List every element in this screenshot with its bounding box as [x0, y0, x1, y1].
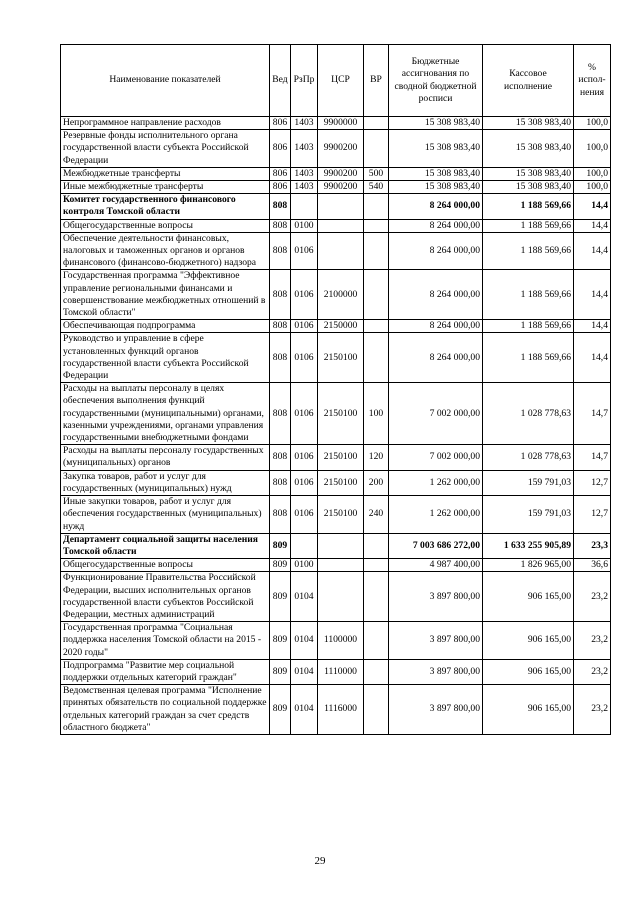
row-rzpr-cell: 1403 [291, 167, 318, 180]
row-cash-execution-cell: 1 188 569,66 [483, 270, 574, 320]
row-vr-cell [364, 572, 389, 622]
budget-table [60, 44, 611, 735]
row-assignments-cell: 8 264 000,00 [389, 320, 483, 333]
row-ved-cell: 809 [270, 685, 291, 735]
header-assignments: Бюджетные ассигнования по сводной бюджетной росписи [389, 45, 483, 117]
row-cash-execution-cell: 1 188 569,66 [483, 232, 574, 270]
row-name-cell: Иные межбюджетные трансферты [61, 181, 270, 194]
row-rzpr-cell [291, 533, 318, 558]
row-vr-cell: 100 [364, 383, 389, 445]
page-number: 29 [314, 855, 326, 867]
row-cash-execution-cell: 1 188 569,66 [483, 320, 574, 333]
row-name-cell: Межбюджетные трансферты [61, 167, 270, 180]
row-assignments-cell: 1 262 000,00 [389, 470, 483, 495]
row-ved-cell: 808 [270, 320, 291, 333]
row-vr-cell [364, 117, 389, 130]
row-cash-execution-cell: 15 308 983,40 [483, 130, 574, 168]
header-percent: % испол-нения [574, 45, 611, 117]
row-assignments-cell: 3 897 800,00 [389, 659, 483, 684]
row-rzpr-cell: 1403 [291, 117, 318, 130]
row-assignments-cell: 7 002 000,00 [389, 383, 483, 445]
row-ved-cell: 808 [270, 333, 291, 383]
row-vr-cell [364, 232, 389, 270]
row-csr-cell: 2150100 [318, 496, 364, 534]
row-cash-execution-cell: 159 791,03 [483, 470, 574, 495]
row-assignments-cell: 8 264 000,00 [389, 333, 483, 383]
row-percent-cell: 100,0 [574, 117, 611, 130]
row-name-cell: Расходы на выплаты персоналу государственных (муниципальных) органов [61, 445, 270, 470]
row-rzpr-cell: 0100 [291, 219, 318, 232]
row-name-cell: Обеспечение деятельности финансовых, налоговых и таможенных органов и органов финансового (финансово-бюджетного) надзора [61, 232, 270, 270]
row-rzpr-cell: 0106 [291, 496, 318, 534]
row-csr-cell: 1100000 [318, 622, 364, 660]
header-name: Наименование показателей [61, 45, 270, 117]
row-rzpr-cell: 0106 [291, 232, 318, 270]
row-name-cell: Комитет государственного финансового контроля Томской области [61, 194, 270, 219]
row-csr-cell: 1116000 [318, 685, 364, 735]
row-ved-cell: 808 [270, 219, 291, 232]
row-csr-cell [318, 559, 364, 572]
row-csr-cell: 9900200 [318, 130, 364, 168]
row-name-cell: Расходы на выплаты персоналу в целях обеспечения выполнения функций государственными (муниципальными) органами, казенными учреждениями, органами управления государственными внебюджетными фондами [61, 383, 270, 445]
row-csr-cell [318, 232, 364, 270]
row-cash-execution-cell: 15 308 983,40 [483, 167, 574, 180]
row-rzpr-cell [291, 194, 318, 219]
row-rzpr-cell: 0104 [291, 659, 318, 684]
table-row [61, 270, 611, 320]
row-assignments-cell: 7 003 686 272,00 [389, 533, 483, 558]
header-ved: Вед [270, 45, 291, 117]
row-name-cell: Закупка товаров, работ и услуг для государственных (муниципальных) нужд [61, 470, 270, 495]
row-cash-execution-cell: 15 308 983,40 [483, 117, 574, 130]
row-vr-cell: 500 [364, 167, 389, 180]
row-csr-cell: 9900000 [318, 117, 364, 130]
row-vr-cell [364, 320, 389, 333]
row-assignments-cell: 3 897 800,00 [389, 572, 483, 622]
row-cash-execution-cell: 159 791,03 [483, 496, 574, 534]
row-assignments-cell: 3 897 800,00 [389, 622, 483, 660]
header-rzpr: РзПр [291, 45, 318, 117]
row-percent-cell: 14,4 [574, 194, 611, 219]
row-percent-cell: 100,0 [574, 130, 611, 168]
row-percent-cell: 23,2 [574, 685, 611, 735]
row-ved-cell: 808 [270, 445, 291, 470]
table-row [61, 445, 611, 470]
row-name-cell: Государственная программа "Социальная поддержка населения Томской области на 2015 - 2020 годы" [61, 622, 270, 660]
row-ved-cell: 809 [270, 622, 291, 660]
row-vr-cell [364, 622, 389, 660]
row-vr-cell: 240 [364, 496, 389, 534]
row-ved-cell: 808 [270, 270, 291, 320]
row-percent-cell: 100,0 [574, 181, 611, 194]
row-name-cell: Руководство и управление в сфере установленных функций органов государственной власти субъекта Российской Федерации [61, 333, 270, 383]
row-cash-execution-cell: 1 633 255 905,89 [483, 533, 574, 558]
table-row [61, 659, 611, 684]
table-row [61, 559, 611, 572]
row-percent-cell: 14,7 [574, 445, 611, 470]
row-percent-cell: 23,2 [574, 622, 611, 660]
row-rzpr-cell: 0104 [291, 622, 318, 660]
table-row [61, 181, 611, 194]
row-csr-cell: 2150100 [318, 333, 364, 383]
row-rzpr-cell: 1403 [291, 130, 318, 168]
row-name-cell: Государственная программа "Эффективное управление региональными финансами и совершенствование межбюджетных отношений в Томской области" [61, 270, 270, 320]
row-rzpr-cell: 0106 [291, 333, 318, 383]
row-percent-cell: 14,4 [574, 232, 611, 270]
row-rzpr-cell: 0106 [291, 470, 318, 495]
row-ved-cell: 808 [270, 383, 291, 445]
row-vr-cell [364, 559, 389, 572]
row-percent-cell: 36,6 [574, 559, 611, 572]
row-rzpr-cell: 0106 [291, 320, 318, 333]
row-ved-cell: 806 [270, 117, 291, 130]
row-name-cell: Департамент социальной защиты населения Томской области [61, 533, 270, 558]
row-csr-cell: 2150100 [318, 445, 364, 470]
row-rzpr-cell: 0104 [291, 685, 318, 735]
table-header-row [61, 45, 611, 117]
row-name-cell: Обеспечивающая подпрограмма [61, 320, 270, 333]
row-vr-cell [364, 659, 389, 684]
row-percent-cell: 14,4 [574, 270, 611, 320]
row-assignments-cell: 8 264 000,00 [389, 232, 483, 270]
table-row [61, 130, 611, 168]
row-ved-cell: 809 [270, 559, 291, 572]
table-row [61, 219, 611, 232]
row-assignments-cell: 15 308 983,40 [389, 181, 483, 194]
row-vr-cell: 200 [364, 470, 389, 495]
row-percent-cell: 23,2 [574, 659, 611, 684]
row-vr-cell [364, 194, 389, 219]
row-csr-cell [318, 572, 364, 622]
row-assignments-cell: 15 308 983,40 [389, 130, 483, 168]
row-rzpr-cell: 0106 [291, 383, 318, 445]
row-csr-cell: 2150000 [318, 320, 364, 333]
row-rzpr-cell: 0106 [291, 445, 318, 470]
row-vr-cell [364, 533, 389, 558]
row-rzpr-cell: 0106 [291, 270, 318, 320]
row-rzpr-cell: 0104 [291, 572, 318, 622]
row-name-cell: Иные закупки товаров, работ и услуг для обеспечения государственных (муниципальных) нужд [61, 496, 270, 534]
row-percent-cell: 14,4 [574, 320, 611, 333]
row-percent-cell: 14,4 [574, 219, 611, 232]
row-vr-cell [364, 219, 389, 232]
row-name-cell: Ведомственная целевая программа "Исполнение принятых обязательств по социальной поддержке отдельных категорий граждан за счет средств областного бюджета" [61, 685, 270, 735]
row-cash-execution-cell: 1 028 778,63 [483, 383, 574, 445]
row-percent-cell: 12,7 [574, 496, 611, 534]
row-csr-cell: 9900200 [318, 181, 364, 194]
row-vr-cell: 120 [364, 445, 389, 470]
row-ved-cell: 808 [270, 470, 291, 495]
row-percent-cell: 14,7 [574, 383, 611, 445]
row-percent-cell: 14,4 [574, 333, 611, 383]
row-assignments-cell: 8 264 000,00 [389, 194, 483, 219]
table-row [61, 333, 611, 383]
header-cash-execution: Кассовое исполнение [483, 45, 574, 117]
row-percent-cell: 23,3 [574, 533, 611, 558]
row-vr-cell [364, 270, 389, 320]
table-row [61, 470, 611, 495]
row-vr-cell [364, 333, 389, 383]
table-row [61, 320, 611, 333]
row-assignments-cell: 8 264 000,00 [389, 270, 483, 320]
row-cash-execution-cell: 906 165,00 [483, 622, 574, 660]
table-row [61, 572, 611, 622]
row-assignments-cell: 15 308 983,40 [389, 117, 483, 130]
row-cash-execution-cell: 1 826 965,00 [483, 559, 574, 572]
row-assignments-cell: 4 987 400,00 [389, 559, 483, 572]
row-name-cell: Подпрограмма "Развитие мер социальной поддержки отдельных категорий граждан" [61, 659, 270, 684]
row-assignments-cell: 1 262 000,00 [389, 496, 483, 534]
row-ved-cell: 806 [270, 181, 291, 194]
row-name-cell: Общегосударственные вопросы [61, 219, 270, 232]
row-vr-cell [364, 685, 389, 735]
row-cash-execution-cell: 1 188 569,66 [483, 219, 574, 232]
row-assignments-cell: 15 308 983,40 [389, 167, 483, 180]
row-cash-execution-cell: 15 308 983,40 [483, 181, 574, 194]
row-percent-cell: 23,2 [574, 572, 611, 622]
table-row [61, 167, 611, 180]
row-assignments-cell: 8 264 000,00 [389, 219, 483, 232]
row-name-cell: Резервные фонды исполнительного органа государственной власти субъекта Российской Федерации [61, 130, 270, 168]
row-percent-cell: 100,0 [574, 167, 611, 180]
row-vr-cell: 540 [364, 181, 389, 194]
row-csr-cell: 2150100 [318, 383, 364, 445]
row-ved-cell: 808 [270, 232, 291, 270]
row-csr-cell [318, 219, 364, 232]
table-row [61, 622, 611, 660]
row-csr-cell: 9900200 [318, 167, 364, 180]
table-row [61, 383, 611, 445]
row-ved-cell: 808 [270, 496, 291, 534]
row-ved-cell: 809 [270, 572, 291, 622]
table-row [61, 117, 611, 130]
table-row [61, 194, 611, 219]
row-rzpr-cell: 0100 [291, 559, 318, 572]
row-assignments-cell: 7 002 000,00 [389, 445, 483, 470]
row-name-cell: Общегосударственные вопросы [61, 559, 270, 572]
row-csr-cell: 1110000 [318, 659, 364, 684]
table-row [61, 496, 611, 534]
table-row [61, 533, 611, 558]
table-row [61, 685, 611, 735]
row-ved-cell: 809 [270, 533, 291, 558]
row-csr-cell [318, 194, 364, 219]
row-csr-cell: 2100000 [318, 270, 364, 320]
table-row [61, 232, 611, 270]
header-vr: ВР [364, 45, 389, 117]
row-assignments-cell: 3 897 800,00 [389, 685, 483, 735]
row-csr-cell [318, 533, 364, 558]
header-csr: ЦСР [318, 45, 364, 117]
row-name-cell: Непрограммное направление расходов [61, 117, 270, 130]
row-ved-cell: 806 [270, 167, 291, 180]
row-name-cell: Функционирование Правительства Российской Федерации, высших исполнительных органов государственной власти субъектов Российской Федерации, местных администраций [61, 572, 270, 622]
row-ved-cell: 808 [270, 194, 291, 219]
row-cash-execution-cell: 906 165,00 [483, 659, 574, 684]
row-ved-cell: 806 [270, 130, 291, 168]
row-cash-execution-cell: 906 165,00 [483, 685, 574, 735]
row-cash-execution-cell: 1 188 569,66 [483, 194, 574, 219]
row-csr-cell: 2150100 [318, 470, 364, 495]
row-cash-execution-cell: 1 028 778,63 [483, 445, 574, 470]
row-percent-cell: 12,7 [574, 470, 611, 495]
row-cash-execution-cell: 1 188 569,66 [483, 333, 574, 383]
row-ved-cell: 809 [270, 659, 291, 684]
row-vr-cell [364, 130, 389, 168]
row-cash-execution-cell: 906 165,00 [483, 572, 574, 622]
row-rzpr-cell: 1403 [291, 181, 318, 194]
